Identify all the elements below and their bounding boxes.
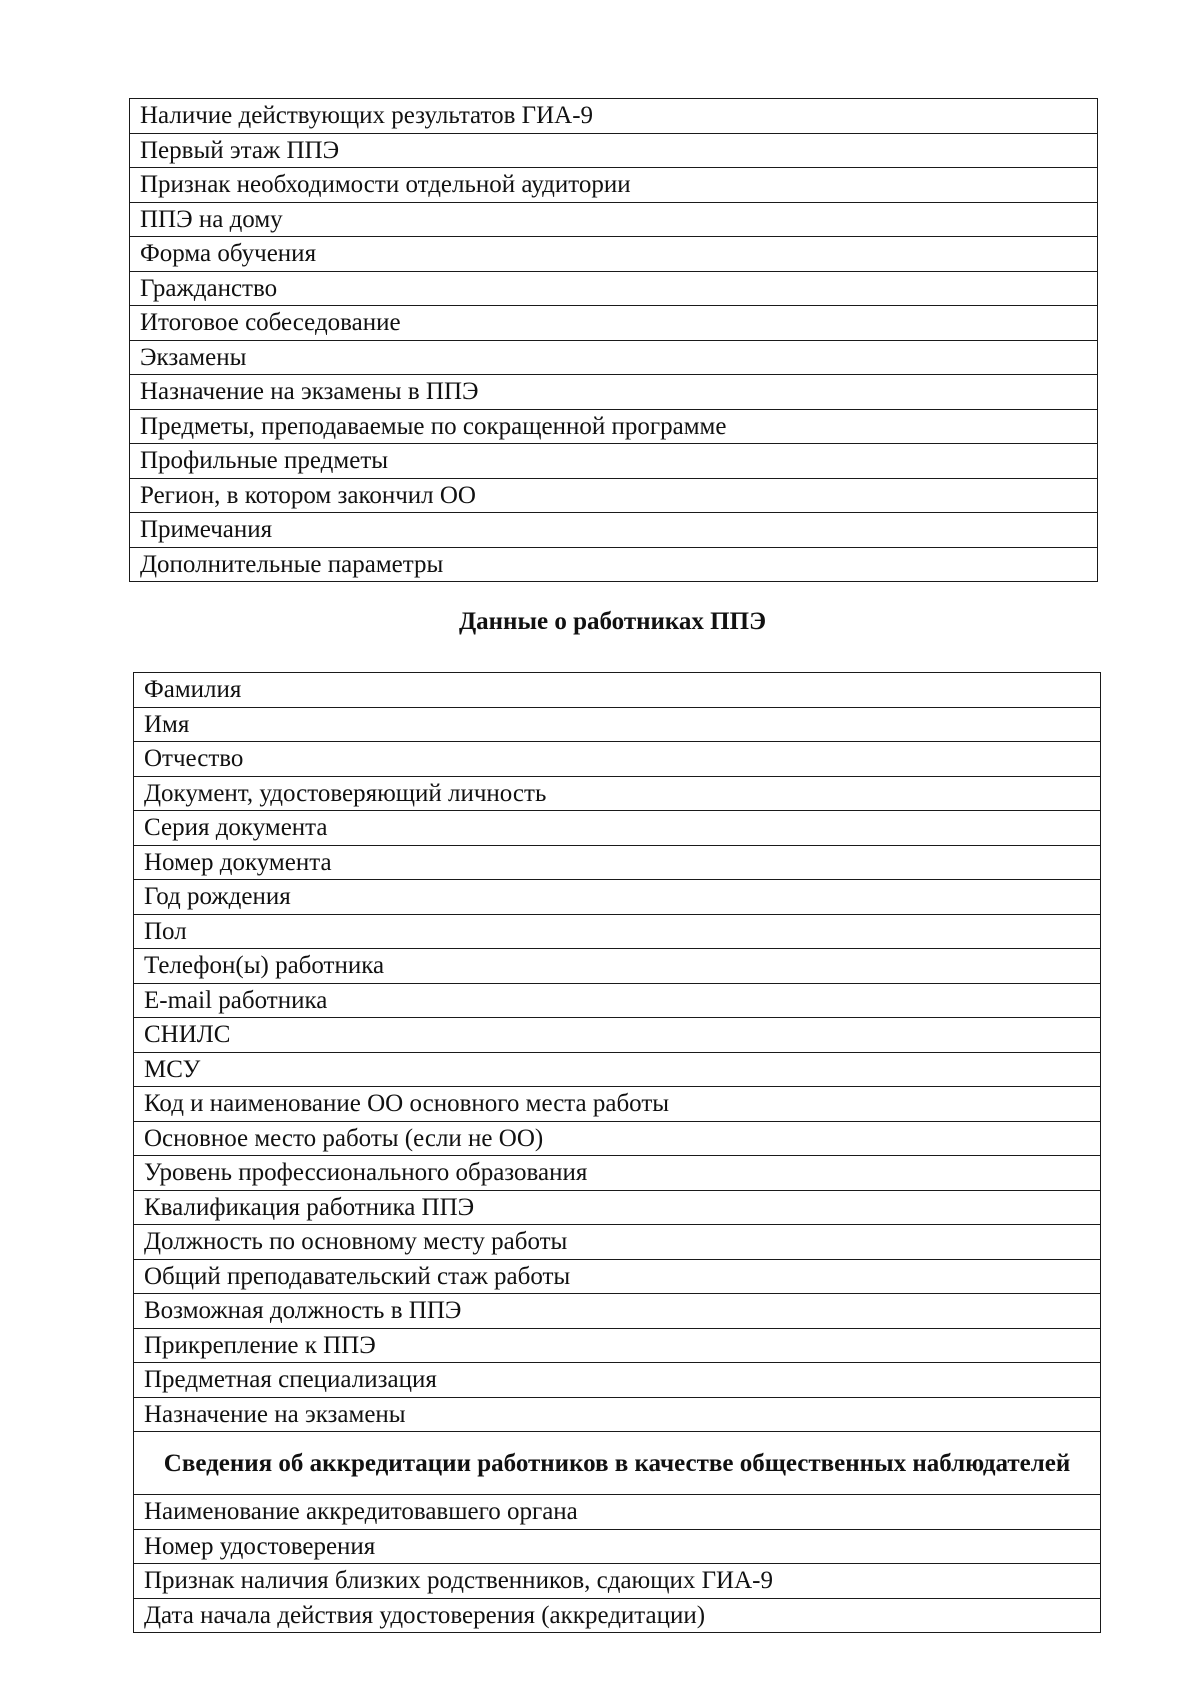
table-row <box>134 1328 1101 1363</box>
table-row <box>130 478 1098 513</box>
table-row <box>134 983 1101 1018</box>
table-cell: Предметная специализация <box>134 1363 1101 1398</box>
subsection-header: Сведения об аккредитации работников в качестве общественных наблюдателей <box>134 1432 1101 1495</box>
table-cell: Экзамены <box>130 340 1098 375</box>
section-title: Данные о работниках ППЭ <box>458 608 767 635</box>
table-cell: ППЭ на дому <box>130 202 1098 237</box>
table-cell: Наименование аккредитовавшего органа <box>134 1495 1101 1530</box>
table-row <box>134 914 1101 949</box>
table-cell: Документ, удостоверяющий личность <box>134 776 1101 811</box>
table-row <box>130 237 1098 272</box>
table-row <box>130 547 1098 582</box>
table-cell: Фамилия <box>134 673 1101 708</box>
table-cell: Предметы, преподаваемые по сокращенной программе <box>130 409 1098 444</box>
table-row <box>134 707 1101 742</box>
table-row <box>134 1529 1101 1564</box>
table-row <box>134 1052 1101 1087</box>
table-row <box>134 949 1101 984</box>
table-row <box>134 1121 1101 1156</box>
table-row <box>134 1225 1101 1260</box>
table-cell: Основное место работы (если не ОО) <box>134 1121 1101 1156</box>
table-cell: Год рождения <box>134 880 1101 915</box>
table-row <box>134 845 1101 880</box>
table-row <box>130 168 1098 203</box>
table-cell: Регион, в котором закончил ОО <box>130 478 1098 513</box>
table-cell: Дата начала действия удостоверения (аккредитации) <box>134 1598 1101 1633</box>
table-cell: Наличие действующих результатов ГИА-9 <box>130 99 1098 134</box>
table-cell: Номер документа <box>134 845 1101 880</box>
table-cell: Дополнительные параметры <box>130 547 1098 582</box>
table-cell: Уровень профессионального образования <box>134 1156 1101 1191</box>
table-row <box>130 409 1098 444</box>
table-row <box>134 673 1101 708</box>
table-row <box>130 271 1098 306</box>
table-cell: Возможная должность в ППЭ <box>134 1294 1101 1329</box>
table-cell: Форма обучения <box>130 237 1098 272</box>
table-subsection-row <box>134 1432 1101 1495</box>
table-cell: МСУ <box>134 1052 1101 1087</box>
table-row <box>134 1363 1101 1398</box>
table-row <box>134 776 1101 811</box>
table-cell: Квалификация работника ППЭ <box>134 1190 1101 1225</box>
table-row <box>134 1156 1101 1191</box>
table-cell: Прикрепление к ППЭ <box>134 1328 1101 1363</box>
table-row <box>130 340 1098 375</box>
table-cell: Серия документа <box>134 811 1101 846</box>
table-row <box>134 1294 1101 1329</box>
table-cell: Признак наличия близких родственников, сдающих ГИА-9 <box>134 1564 1101 1599</box>
table-row <box>134 1018 1101 1053</box>
table-row <box>130 202 1098 237</box>
table-cell: Гражданство <box>130 271 1098 306</box>
table-row <box>134 811 1101 846</box>
table-cell: Назначение на экзамены в ППЭ <box>130 375 1098 410</box>
table-row <box>134 1087 1101 1122</box>
table-cell: Пол <box>134 914 1101 949</box>
table-row <box>134 1397 1101 1432</box>
table-cell: E-mail работника <box>134 983 1101 1018</box>
table-cell: Первый этаж ППЭ <box>130 133 1098 168</box>
table-cell: Имя <box>134 707 1101 742</box>
table-cell: Назначение на экзамены <box>134 1397 1101 1432</box>
table-cell: Итоговое собеседование <box>130 306 1098 341</box>
table-cell: Номер удостоверения <box>134 1529 1101 1564</box>
table-row <box>130 306 1098 341</box>
table-row <box>130 133 1098 168</box>
table-row <box>134 742 1101 777</box>
table-row <box>134 880 1101 915</box>
table-row <box>134 1564 1101 1599</box>
table-cell: Признак необходимости отдельной аудитории <box>130 168 1098 203</box>
table-row <box>130 444 1098 479</box>
table-cell: Код и наименование ОО основного места работы <box>134 1087 1101 1122</box>
table-row <box>130 513 1098 548</box>
staff-fields-table <box>133 672 1101 1633</box>
table-cell: Профильные предметы <box>130 444 1098 479</box>
table-row <box>134 1190 1101 1225</box>
participant-fields-table <box>129 98 1098 582</box>
table-cell: Примечания <box>130 513 1098 548</box>
table-cell: Телефон(ы) работника <box>134 949 1101 984</box>
table-row <box>134 1259 1101 1294</box>
table-row <box>134 1598 1101 1633</box>
table-row <box>130 375 1098 410</box>
table-cell: Отчество <box>134 742 1101 777</box>
table-cell: Общий преподавательский стаж работы <box>134 1259 1101 1294</box>
table-cell: Должность по основному месту работы <box>134 1225 1101 1260</box>
table-row <box>130 99 1098 134</box>
table-cell: СНИЛС <box>134 1018 1101 1053</box>
table-row <box>134 1495 1101 1530</box>
